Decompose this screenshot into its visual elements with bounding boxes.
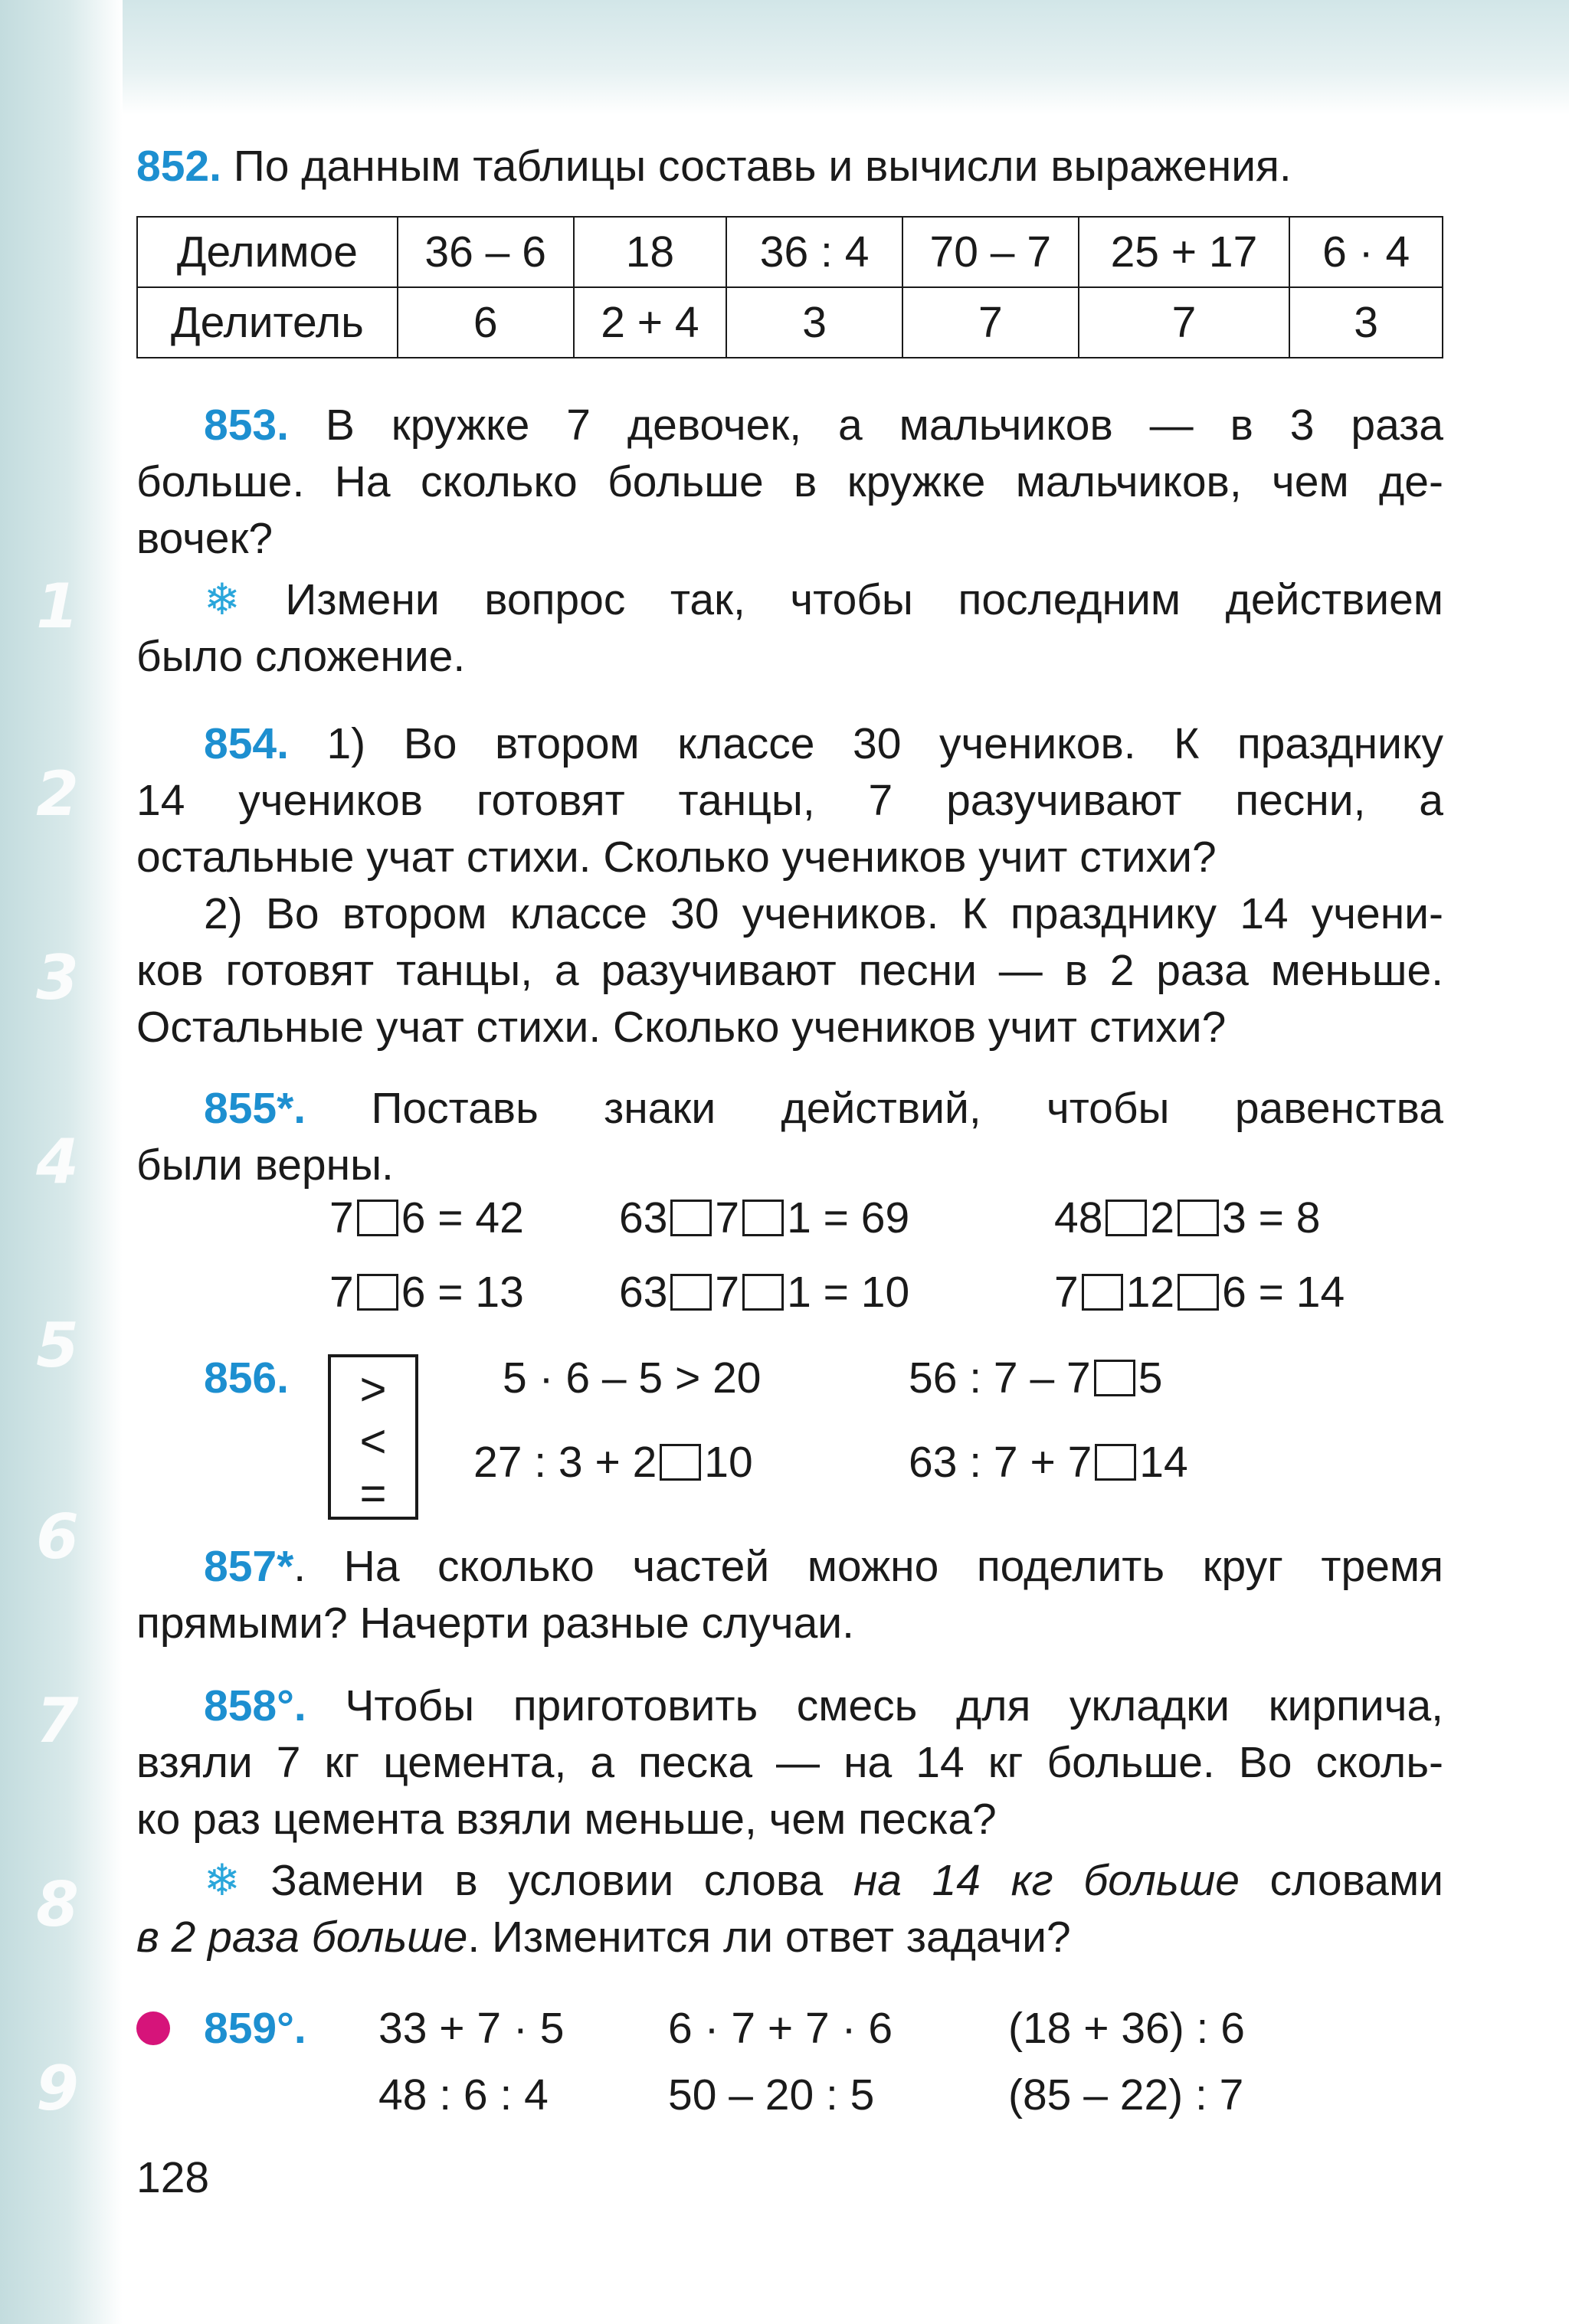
answer-box[interactable] [670,1200,712,1236]
side-band [0,0,123,2324]
number: 6 = 14 [1222,1268,1345,1317]
exercise-number-text: 856. [204,1353,289,1403]
exercise-number: 855*. [204,1084,306,1133]
text-line: больше. На сколько больше в кружке мальчиков, чем де- [136,457,1443,506]
comparison [503,1351,762,1405]
answer-box[interactable] [357,1200,398,1236]
snowflake-icon: ❄ [204,1856,241,1905]
table-cell: 7 [1079,287,1290,358]
expression: 6 · 7 + 7 · 6 [668,2004,893,2053]
table-cell: 70 – 7 [902,217,1079,287]
exercise-number-text: 859°. [204,2004,306,2053]
snowflake-icon: ❄ [204,575,241,624]
equation-row [329,1265,524,1319]
side-number: 7 [36,1685,79,1756]
expression: 5 [1138,1353,1163,1403]
equation-row [1054,1265,1345,1319]
expression: (85 – 22) : 7 [1008,2070,1244,2119]
table-cell: 3 [1289,287,1443,358]
expression: (18 + 36) : 6 [1008,2004,1245,2053]
equation-row [1054,1191,1320,1245]
expression: 56 : 7 – 7 [909,1353,1091,1403]
answer-box[interactable] [742,1274,784,1311]
number: 7 [1054,1268,1079,1317]
number: 3 = 8 [1222,1193,1321,1242]
text-line: были верны. [136,1141,394,1190]
number: 12 [1125,1268,1175,1317]
number: 63 [619,1268,668,1317]
table-cell: Делимое [137,217,398,287]
table-cell: 6 · 4 [1289,217,1443,287]
text-line: вочек? [136,514,274,563]
signs-box [328,1354,418,1520]
expression: 50 – 20 : 5 [668,2070,875,2119]
answer-box[interactable] [660,1444,701,1481]
exercise-857 [136,1538,1443,1651]
text-line: В кружке 7 девочек, а мальчиков — в 3 раза [325,401,1443,450]
table-cell: 36 – 6 [398,217,574,287]
side-number: 6 [36,1501,79,1573]
sign: = [359,1468,387,1519]
table-cell: 6 [398,287,574,358]
division-table [136,216,1443,358]
number: 7 [715,1193,740,1242]
text-line: ко раз цемента взяли меньше, чем песка? [136,1795,997,1844]
number: 2 [1150,1193,1175,1242]
text-line: Поставь знаки действий, чтобы равенства [371,1084,1443,1133]
side-number: 5 [36,1310,79,1381]
exercise-854 [136,715,1443,1056]
expression: 5 · 6 – 5 > 20 [503,1353,762,1403]
exercise-855 [136,1080,1443,1193]
side-number: 3 [36,942,79,1013]
side-number: 1 [36,571,79,642]
expression: 63 : 7 + 7 [909,1438,1092,1487]
table-row-dividend [137,217,1443,287]
answer-box[interactable] [357,1274,398,1311]
answer-box[interactable] [1094,1360,1135,1396]
table-cell: 36 : 4 [726,217,902,287]
text: Замени в условии слова [270,1856,853,1905]
text-line: Чтобы приготовить смесь для укладки кирпича, [345,1681,1443,1730]
text-line: . На сколько частей можно поделить круг тремя [293,1542,1443,1591]
side-number: 8 [36,1869,79,1940]
exercise-number: 858°. [204,1681,306,1730]
exercise-number: 854. [204,719,289,768]
expression: 10 [704,1438,753,1487]
text-line: 2) Во втором классе 30 учеников. К празднику 14 учени- [204,889,1443,938]
comparison [473,1435,753,1489]
expression: 33 + 7 · 5 [378,2004,565,2053]
table-cell: 2 + 4 [574,287,727,358]
side-number: 2 [36,758,79,830]
equation-row [619,1265,909,1319]
number: 1 = 10 [787,1268,910,1317]
expression: 48 : 6 : 4 [378,2070,549,2119]
bullet-icon [136,2011,170,2045]
text-line: 1) Во втором классе 30 учеников. К празднику [326,719,1443,768]
text-line: Остальные учат стихи. Сколько учеников учит стихи? [136,1003,1227,1052]
italic-text: на 14 кг больше [853,1856,1240,1905]
exercise-number [204,2002,306,2055]
answer-box[interactable] [1095,1444,1136,1481]
table-row-divisor [137,287,1443,358]
exercise-858 [136,1678,1443,1966]
exercise-number: 853. [204,401,289,450]
text-line: было сложение. [136,632,466,681]
number: 1 = 69 [787,1193,910,1242]
number: 48 [1054,1193,1103,1242]
text-line: ков готовят танцы, а разучивают песни — в 2 раза меньше. [136,946,1443,995]
page-number: 128 [136,2153,210,2202]
answer-box[interactable] [1082,1274,1123,1311]
number: 7 [329,1193,354,1242]
comparison [909,1435,1188,1489]
text-line: остальные учат стихи. Сколько учеников учит стихи? [136,833,1217,882]
text-line: прямыми? Начерти разные случаи. [136,1599,854,1648]
exercise-number: 857* [204,1542,294,1591]
table-cell: 3 [726,287,902,358]
number: 6 = 42 [401,1193,524,1242]
number: 63 [619,1193,668,1242]
equation-row [619,1191,909,1245]
sign: < [359,1416,387,1467]
italic-text: в 2 раза больше [136,1913,468,1962]
table-cell: 25 + 17 [1079,217,1290,287]
text: словами [1239,1856,1443,1905]
text-line: Измени вопрос так, чтобы последним действием [285,575,1443,624]
table-cell: 18 [574,217,727,287]
exercise-853 [136,397,1443,685]
expression: 27 : 3 + 2 [473,1438,657,1487]
exercise-number: 852. [136,142,221,191]
answer-box[interactable] [1178,1274,1219,1311]
number: 7 [329,1268,354,1317]
equation-row [329,1191,524,1245]
text-line: 14 учеников готовят танцы, 7 разучивают песни, а [136,776,1443,825]
number: 7 [715,1268,740,1317]
table-cell: 7 [902,287,1079,358]
top-band [0,0,1569,115]
answer-box[interactable] [742,1200,784,1236]
side-number: 4 [36,1126,79,1197]
exercise-number [204,1351,289,1405]
text-line: взяли 7 кг цемента, а песка — на 14 кг больше. Во сколь- [136,1738,1443,1787]
comparison [909,1351,1162,1405]
side-number: 9 [36,2053,79,2124]
number: 6 = 13 [401,1268,524,1317]
table-cell: Делитель [137,287,398,358]
expression: 14 [1139,1438,1188,1487]
sign: > [359,1363,387,1415]
answer-box[interactable] [1178,1200,1219,1236]
text: . Изменится ли ответ задачи? [467,1913,1071,1962]
exercise-852 [136,138,1443,195]
exercise-text: По данным таблицы составь и вычисли выражения. [233,142,1292,191]
answer-box[interactable] [1106,1200,1147,1236]
answer-box[interactable] [670,1274,712,1311]
